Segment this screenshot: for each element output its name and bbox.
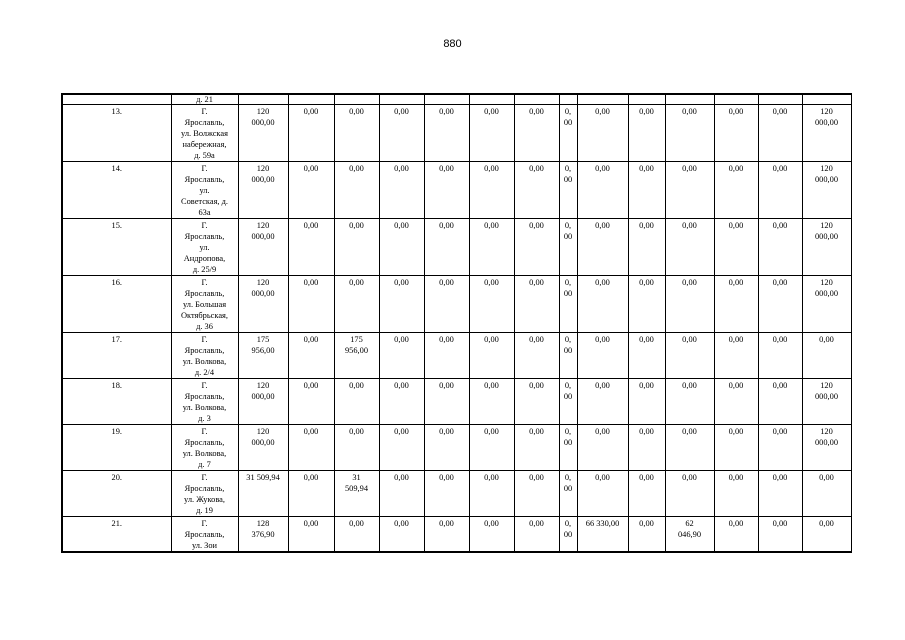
amount-cell: 0,00 <box>628 379 665 425</box>
amount-cell: 0,00 <box>714 425 758 471</box>
amount-cell: 0,00 <box>514 162 559 219</box>
amount-cell: 0,00 <box>758 333 802 379</box>
amount-cell: 0,00 <box>379 517 424 553</box>
amount-cell: 0,00 <box>577 379 628 425</box>
amount-cell: 0,00 <box>665 425 714 471</box>
table-row <box>62 333 851 379</box>
amount-cell: 0,00 <box>714 105 758 162</box>
amount-cell: 0, 00 <box>559 105 577 162</box>
table-cell <box>802 94 851 105</box>
amount-cell: 0,00 <box>379 219 424 276</box>
amount-cell: 0,00 <box>802 517 851 553</box>
amount-cell: 0,00 <box>577 333 628 379</box>
address-cell: Г. Ярославль, ул. Жукова, д. 19 <box>171 471 238 517</box>
amount-cell: 0,00 <box>628 425 665 471</box>
amount-cell: 0,00 <box>334 105 379 162</box>
amount-cell: 0,00 <box>577 276 628 333</box>
row-number-cell: 15. <box>62 219 171 276</box>
table-row <box>62 517 851 553</box>
amount-cell: 0,00 <box>628 471 665 517</box>
page-number: 880 <box>443 38 462 50</box>
table-row <box>62 276 851 333</box>
amount-cell: 0,00 <box>288 276 334 333</box>
table-cell <box>469 94 514 105</box>
amount-cell: 0,00 <box>758 517 802 553</box>
row-number-cell: 19. <box>62 425 171 471</box>
amount-cell: 0,00 <box>288 333 334 379</box>
amount-cell: 0,00 <box>758 219 802 276</box>
amount-cell: 0,00 <box>334 276 379 333</box>
amount-cell: 0,00 <box>469 471 514 517</box>
amount-cell: 120 000,00 <box>802 219 851 276</box>
amount-cell: 0,00 <box>469 162 514 219</box>
amount-cell: 0,00 <box>758 379 802 425</box>
amount-cell: 0,00 <box>424 219 469 276</box>
row-number-cell: 16. <box>62 276 171 333</box>
table-cell <box>288 94 334 105</box>
amount-cell: 0,00 <box>577 471 628 517</box>
amount-cell: 0,00 <box>665 162 714 219</box>
address-cell: Г. Ярославль, ул. Волкова, д. 7 <box>171 425 238 471</box>
amount-cell: 0,00 <box>628 517 665 553</box>
amount-cell: 0,00 <box>628 105 665 162</box>
amount-cell: 120 000,00 <box>802 425 851 471</box>
table-row-fragment <box>62 94 851 105</box>
address-cell: Г. Ярославль, ул. Волкова, д. 3 <box>171 379 238 425</box>
amount-cell: 128 376,90 <box>238 517 288 553</box>
amount-cell: 0,00 <box>334 517 379 553</box>
amount-cell: 0,00 <box>334 162 379 219</box>
amount-cell: 175 956,00 <box>238 333 288 379</box>
table-cell <box>714 94 758 105</box>
table-row <box>62 219 851 276</box>
amount-cell: 0,00 <box>577 425 628 471</box>
table-cell <box>62 94 171 105</box>
row-number-cell: 13. <box>62 105 171 162</box>
table-cell <box>559 94 577 105</box>
table-cell <box>628 94 665 105</box>
row-number-cell: 20. <box>62 471 171 517</box>
amount-cell: 0,00 <box>714 276 758 333</box>
amount-cell: 0,00 <box>334 379 379 425</box>
amount-cell: 0,00 <box>514 471 559 517</box>
address-cell: Г. Ярославль, ул. Волжская набережная, д. 59а <box>171 105 238 162</box>
amount-cell: 0,00 <box>288 162 334 219</box>
amount-cell: 0,00 <box>379 276 424 333</box>
amount-cell: 0,00 <box>288 379 334 425</box>
amount-cell: 0,00 <box>469 425 514 471</box>
amount-cell: 0,00 <box>628 276 665 333</box>
amount-cell: 0,00 <box>514 517 559 553</box>
amount-cell: 0, 00 <box>559 219 577 276</box>
amount-cell: 0,00 <box>714 333 758 379</box>
amount-cell: 120 000,00 <box>802 276 851 333</box>
amount-cell: 0,00 <box>469 333 514 379</box>
amount-cell: 0, 00 <box>559 425 577 471</box>
amount-cell: 0,00 <box>469 276 514 333</box>
amount-cell: 120 000,00 <box>238 276 288 333</box>
amount-cell: 0,00 <box>424 379 469 425</box>
table-cell <box>334 94 379 105</box>
table-cell <box>514 94 559 105</box>
amount-cell: 0,00 <box>665 219 714 276</box>
row-number-cell: 17. <box>62 333 171 379</box>
amount-cell: 0,00 <box>714 517 758 553</box>
amount-cell: 120 000,00 <box>802 105 851 162</box>
amount-cell: 0,00 <box>469 219 514 276</box>
amount-cell: 0,00 <box>379 425 424 471</box>
amount-cell: 0,00 <box>469 105 514 162</box>
amount-cell: 0,00 <box>379 471 424 517</box>
amount-cell: 0,00 <box>758 162 802 219</box>
amount-cell: 0,00 <box>379 333 424 379</box>
table-row <box>62 425 851 471</box>
amount-cell: 0,00 <box>665 333 714 379</box>
amount-cell: 120 000,00 <box>238 105 288 162</box>
row-number-cell: 18. <box>62 379 171 425</box>
amount-cell: 0,00 <box>714 219 758 276</box>
amount-cell: 175 956,00 <box>334 333 379 379</box>
amount-cell: 0,00 <box>424 333 469 379</box>
amount-cell: 0,00 <box>379 162 424 219</box>
row-number-cell: 21. <box>62 517 171 553</box>
amount-cell: 0,00 <box>628 333 665 379</box>
table-row <box>62 471 851 517</box>
amount-cell: 0,00 <box>514 105 559 162</box>
amount-cell: 0,00 <box>665 379 714 425</box>
table-cell <box>665 94 714 105</box>
amount-cell: 0,00 <box>514 379 559 425</box>
amount-cell: 0,00 <box>424 471 469 517</box>
amount-cell: 62 046,90 <box>665 517 714 553</box>
table-cell <box>379 94 424 105</box>
address-cell: Г. Ярославль, ул. Андропова, д. 25/9 <box>171 219 238 276</box>
address-cell: Г. Ярославль, ул. Зои <box>171 517 238 553</box>
amount-cell: 120 000,00 <box>802 162 851 219</box>
amount-cell: 0, 00 <box>559 162 577 219</box>
amount-cell: 0,00 <box>802 333 851 379</box>
amount-cell: 0,00 <box>334 425 379 471</box>
amount-cell: 0, 00 <box>559 471 577 517</box>
amount-cell: 0,00 <box>577 219 628 276</box>
amount-cell: 0,00 <box>628 162 665 219</box>
amount-cell: 0,00 <box>288 105 334 162</box>
row-number-cell: 14. <box>62 162 171 219</box>
amount-cell: 0, 00 <box>559 517 577 553</box>
amount-cell: 0,00 <box>469 379 514 425</box>
amount-cell: 31 509,94 <box>334 471 379 517</box>
amount-cell: 0, 00 <box>559 379 577 425</box>
amount-cell: 0,00 <box>424 276 469 333</box>
address-cell: Г. Ярославль, ул. Волкова, д. 2/4 <box>171 333 238 379</box>
amount-cell: 0,00 <box>424 517 469 553</box>
amount-cell: 0,00 <box>758 105 802 162</box>
amount-cell: 120 000,00 <box>238 219 288 276</box>
amount-cell: 0,00 <box>288 425 334 471</box>
amount-cell: 0,00 <box>514 219 559 276</box>
amount-cell: 0,00 <box>758 425 802 471</box>
amount-cell: 0,00 <box>714 471 758 517</box>
amount-cell: 0,00 <box>424 425 469 471</box>
amount-cell: 0,00 <box>577 105 628 162</box>
amount-cell: 0,00 <box>288 471 334 517</box>
data-table <box>61 93 852 553</box>
amount-cell: 120 000,00 <box>238 425 288 471</box>
amount-cell: 120 000,00 <box>238 379 288 425</box>
amount-cell: 0,00 <box>514 276 559 333</box>
amount-cell: 0,00 <box>514 425 559 471</box>
table-cell <box>758 94 802 105</box>
amount-cell: 0,00 <box>334 219 379 276</box>
amount-cell: 0,00 <box>665 276 714 333</box>
amount-cell: 0,00 <box>288 219 334 276</box>
amount-cell: 0,00 <box>424 162 469 219</box>
amount-cell: 0,00 <box>288 517 334 553</box>
amount-cell: 0,00 <box>628 219 665 276</box>
address-cell: д. 21 <box>171 94 238 105</box>
table-row <box>62 379 851 425</box>
amount-cell: 0,00 <box>758 276 802 333</box>
amount-cell: 0,00 <box>424 105 469 162</box>
amount-cell: 0, 00 <box>559 333 577 379</box>
amount-cell: 0,00 <box>758 471 802 517</box>
address-cell: Г. Ярославль, ул. Советская, д. 63а <box>171 162 238 219</box>
amount-cell: 0,00 <box>802 471 851 517</box>
table-row <box>62 162 851 219</box>
amount-cell: 0,00 <box>379 105 424 162</box>
amount-cell: 0, 00 <box>559 276 577 333</box>
amount-cell: 0,00 <box>665 105 714 162</box>
amount-cell: 0,00 <box>469 517 514 553</box>
amount-cell: 0,00 <box>514 333 559 379</box>
amount-cell: 66 330,00 <box>577 517 628 553</box>
amount-cell: 120 000,00 <box>238 162 288 219</box>
amount-cell: 0,00 <box>379 379 424 425</box>
amount-cell: 0,00 <box>665 471 714 517</box>
address-cell: Г. Ярославль, ул. Большая Октябрьская, д. 36 <box>171 276 238 333</box>
table-cell <box>238 94 288 105</box>
amount-cell: 0,00 <box>577 162 628 219</box>
amount-cell: 0,00 <box>714 162 758 219</box>
table-row <box>62 105 851 162</box>
amount-cell: 120 000,00 <box>802 379 851 425</box>
amount-cell: 31 509,94 <box>238 471 288 517</box>
table-cell <box>577 94 628 105</box>
table-cell <box>424 94 469 105</box>
amount-cell: 0,00 <box>714 379 758 425</box>
